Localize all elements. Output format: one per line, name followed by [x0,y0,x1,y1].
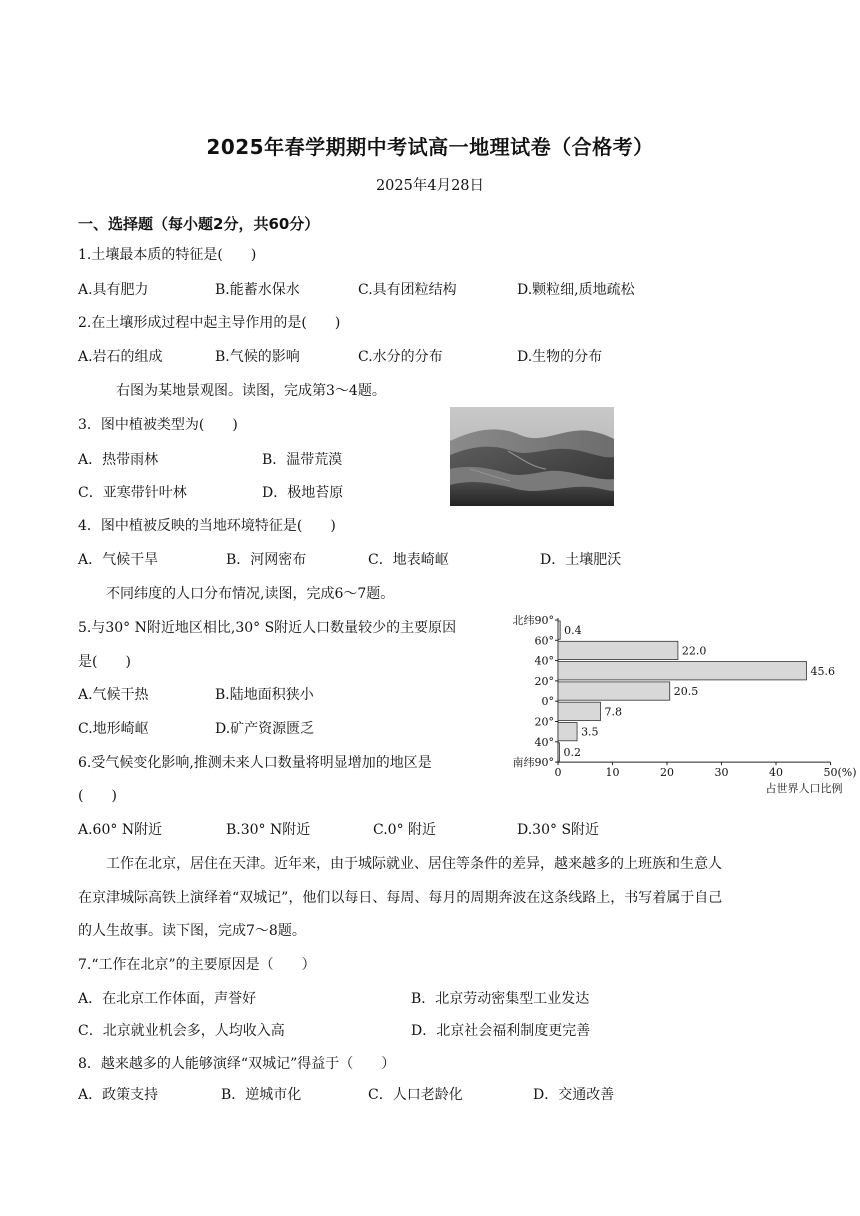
q2-option-c: C.水分的分布 [358,349,443,365]
intro-q7-q8-line2: 在京津城际高铁上演绎着“双城记”，他们以每日、每周、每月的周期奔波在这条线路上，书写着属于自己 [78,890,723,906]
q3-option-d: D．极地苔原 [262,485,344,501]
q4-option-d: D．土壤肥沃 [540,552,622,568]
section-heading: 一、选择题（每小题2分，共60分） [78,215,320,233]
question-2-stem: 2.在土壤形成过程中起主导作用的是( ) [78,315,341,331]
y-tick-label: 40° [534,654,554,668]
q8-option-d: D．交通改善 [533,1087,615,1103]
chart-bar [558,641,678,659]
q1-option-c: C.具有团粒结构 [358,282,457,298]
q2-option-b: B.气候的影响 [215,349,300,365]
exam-title: 2025年春学期期中考试高一地理试卷（合格考） [206,135,654,159]
population-latitude-chart [496,606,860,796]
bar-value-label: 22.0 [681,644,707,658]
q3-option-a: A．热带雨林 [78,452,159,468]
bar-value-label: 3.5 [581,725,599,739]
q6-option-c: C.0° 附近 [373,822,437,838]
bar-value-label: 0.2 [563,745,581,759]
x-tick-label: 30 [714,766,729,780]
q4-option-a: A．气候干旱 [78,552,159,568]
y-tick-label: 60° [534,634,554,648]
q7-option-b: B．北京劳动密集型工业发达 [411,991,590,1007]
chart-bar [558,662,807,680]
q8-option-b: B．逆城市化 [221,1087,302,1103]
chart-bar [558,743,560,761]
question-8-stem: 8．越来越多的人能够演绎“双城记”得益于（ ） [78,1056,396,1072]
q7-option-c: C．北京就业机会多，人均收入高 [78,1023,285,1039]
x-tick-label: 20 [660,766,674,780]
y-tick-label: 南纬90° [512,756,554,770]
x-tick-label: 10 [605,766,620,780]
question-3-stem: 3．图中植被类型为( ) [78,417,238,433]
question-5-stem-line1: 5.与30° N附近地区相比,30° S附近人口数量较少的主要原因 [78,620,457,636]
y-tick-label: 20° [534,674,554,688]
intro-q7-q8-line3: 的人生故事。读下图，完成7～8题。 [78,923,306,939]
question-5-stem-line2: 是( ) [78,654,131,670]
intro-q3-q4: 右图为某地景观图。读图，完成第3～4题。 [116,383,386,399]
q2-option-a: A.岩石的组成 [78,349,163,365]
q5-option-c: C.地形崎岖 [78,721,149,737]
question-6-stem-line2: ( ) [78,788,117,804]
q5-option-b: B.陆地面积狭小 [215,687,314,703]
q2-option-d: D.生物的分布 [517,349,603,365]
desert-landscape-image [450,407,614,506]
question-6-stem-line1: 6.受气候变化影响,推测未来人口数量将明显增加的地区是 [78,755,432,771]
x-tick-label: 50(%) [823,766,857,780]
q5-option-a: A.气候干热 [78,687,149,703]
chart-bar [558,723,577,741]
bar-value-label: 7.8 [604,705,623,719]
intro-q7-q8-line1: 工作在北京，居住在天津。近年来，由于城际就业、居住等条件的差异，越来越多的上班族和生意人 [106,856,722,872]
x-tick-label: 0 [554,766,562,780]
x-axis-label: 占世界人口比例 [765,782,843,796]
q7-option-d: D．北京社会福利制度更完善 [411,1023,591,1039]
q6-option-b: B.30° N附近 [226,822,311,838]
q4-option-c: C．地表崎岖 [368,552,449,568]
y-tick-label: 20° [534,715,554,729]
y-tick-label: 北纬90° [512,614,554,627]
bar-value-label: 45.6 [810,664,836,678]
question-7-stem: 7.“工作在北京”的主要原因是（ ） [78,957,316,973]
question-1-stem: 1.土壤最本质的特征是( ) [78,247,257,263]
chart-bar [558,682,670,700]
y-tick-label: 0° [541,695,554,709]
x-tick-label: 40 [769,766,783,780]
q1-option-b: B.能蓄水保水 [215,282,300,298]
q3-option-b: B．温带荒漠 [262,452,343,468]
bar-value-label: 0.4 [564,624,582,638]
intro-q6-q7: 不同纬度的人口分布情况,读图，完成6～7题。 [106,586,395,602]
y-tick-label: 40° [534,735,554,749]
q4-option-b: B．河网密布 [226,552,307,568]
q3-option-c: C．亚寒带针叶林 [78,485,187,501]
q7-option-a: A．在北京工作体面，声誉好 [78,991,257,1007]
chart-bar [558,702,601,720]
question-4-stem: 4．图中植被反映的当地环境特征是( ) [78,518,336,534]
bar-value-label: 20.5 [673,685,699,699]
q6-option-a: A.60° N附近 [78,822,163,838]
q8-option-c: C．人口老龄化 [368,1087,463,1103]
chart-bar [558,621,560,639]
q1-option-a: A.具有肥力 [78,282,149,298]
q5-option-d: D.矿产资源匮乏 [215,721,315,737]
q1-option-d: D.颗粒细,质地疏松 [517,282,635,298]
q6-option-d: D.30° S附近 [517,822,600,838]
exam-date: 2025年4月28日 [375,178,485,194]
q8-option-a: A．政策支持 [78,1087,159,1103]
